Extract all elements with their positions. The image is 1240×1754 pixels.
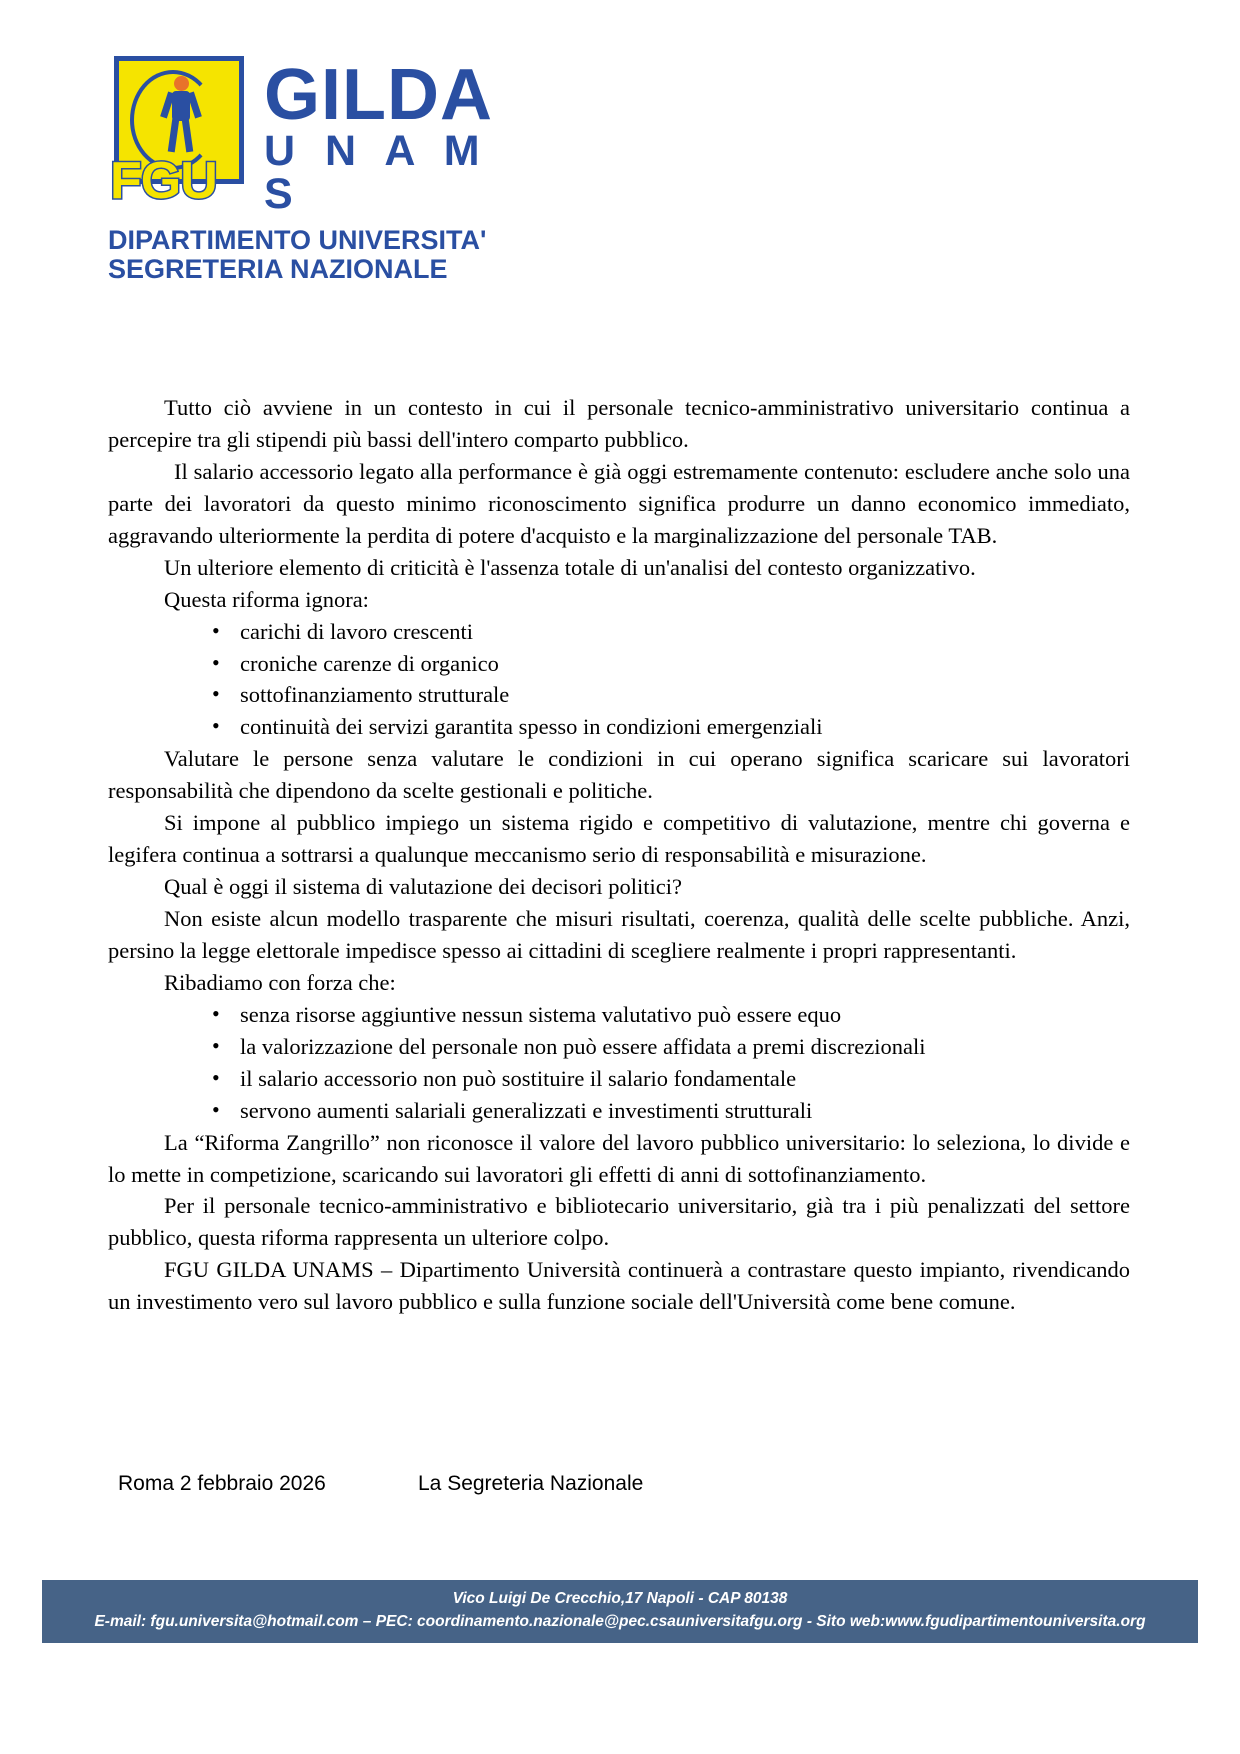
- document-body: [108, 392, 1130, 1318]
- logo-title: GILDA: [264, 55, 493, 135]
- list-item: • croniche carenze di organico: [204, 648, 1130, 680]
- paragraph: Si impone al pubblico impiego un sistema rigido e competitivo di valutazione, mentre chi governa e legifera continua a sottrarsi a qualunque meccanismo serio di responsabilità e misurazione.: [108, 810, 1130, 868]
- figure-body: [172, 91, 190, 121]
- paragraph: Il salario accessorio legato alla performance è già oggi estremamente contenuto: escludere anche solo una parte dei lavoratori da questo minimo riconoscimento significa produrre un danno economico immediato, aggravando ulteriormente la perdita di potere d'acquisto e la marginalizzazione del personale TAB.: [108, 458, 1130, 548]
- paragraph: Un ulteriore elemento di criticità è l'assenza totale di un'analisi del contesto organizzativo.: [164, 554, 976, 580]
- figure-leg-right: [182, 119, 194, 153]
- paragraph: Qual è oggi il sistema di valutazione dei decisori politici?: [164, 874, 682, 900]
- list-item: • continuità dei servizi garantita spesso in condizioni emergenziali: [204, 711, 1130, 743]
- list-item: • la valorizzazione del personale non può essere affidata a premi discrezionali: [204, 1031, 1130, 1063]
- list-item: • sottofinanziamento strutturale: [204, 679, 1130, 711]
- paragraph: Per il personale tecnico-amministrativo e bibliotecario universitario, già tra i più penalizzati del settore pubblico, questa riforma rappresenta un ulteriore colpo.: [108, 1193, 1130, 1251]
- paragraph: Tutto ciò avviene in un contesto in cui il personale tecnico-amministrativo universitario continua a percepire tra gli stipendi più bassi dell'intero comparto pubblico.: [108, 395, 1130, 452]
- paragraph: Valutare le persone senza valutare le condizioni in cui operano significa scaricare sui lavoratori responsabilità che dipendono da scelte gestionali e politiche.: [108, 746, 1130, 804]
- list-item: • il salario accessorio non può sostituire il salario fondamentale: [204, 1063, 1130, 1095]
- paragraph: FGU GILDA UNAMS – Dipartimento Università continuerà a contrastare questo impianto, rivendicando un investimento vero sul lavoro pubblico e sulla funzione sociale dell'Università come bene comune.: [108, 1257, 1130, 1315]
- letterhead: [108, 48, 528, 298]
- figure-leg-left: [168, 119, 180, 153]
- logo-subtitle: U N A M S: [264, 127, 489, 219]
- fgu-logo-mark: [108, 48, 258, 213]
- footer: [42, 1580, 1198, 1643]
- signoff-place-date: Roma 2 febbraio 2026: [118, 1472, 326, 1495]
- logo: [108, 48, 528, 219]
- paragraph: Non esiste alcun modello trasparente che misuri risultati, coerenza, qualità delle scelte pubbliche. Anzi, persino la legge elettorale impedisce spesso ai cittadini di scegliere realmente i propri rappresentanti.: [108, 906, 1130, 963]
- bullet-list-two: [108, 999, 1130, 1127]
- logo-department: [108, 226, 528, 284]
- paragraph: Ribadiamo con forza che:: [164, 969, 396, 995]
- logo-department-line2: SEGRETERIA NAZIONALE: [108, 254, 448, 285]
- signoff: [118, 1472, 1118, 1496]
- list-item: • servono aumenti salariali generalizzati e investimenti strutturali: [204, 1095, 1130, 1127]
- logo-figure-icon: [164, 76, 198, 154]
- list-item: • carichi di lavoro crescenti: [204, 616, 1130, 648]
- bullet-list-one: [108, 616, 1130, 744]
- logo-department-line1: DIPARTIMENTO UNIVERSITA': [108, 225, 487, 256]
- list-item: • senza risorse aggiuntive nessun sistema valutativo può essere equo: [204, 999, 1130, 1031]
- paragraph: La “Riforma Zangrillo” non riconosce il valore del lavoro pubblico universitario: lo seleziona, lo divide e lo mette in competizione, scaricando sui lavoratori gli effetti di anni di sottofinanziamento.: [108, 1129, 1130, 1187]
- signoff-signature: La Segreteria Nazionale: [418, 1472, 644, 1495]
- logo-wordmark: [258, 48, 528, 219]
- logo-fgu-text: FGU: [110, 152, 217, 210]
- footer-address: Vico Luigi De Crecchio,17 Napoli - CAP 80138: [452, 1590, 788, 1607]
- figure-head: [174, 76, 189, 91]
- footer-contacts: E-mail: fgu.universita@hotmail.com – PEC: coordinamento.nazionale@pec.csauniversitafgu.org - Sito web:www.fgudipartimentouniversita.org: [94, 1613, 1146, 1630]
- paragraph: Questa riforma ignora:: [164, 586, 369, 612]
